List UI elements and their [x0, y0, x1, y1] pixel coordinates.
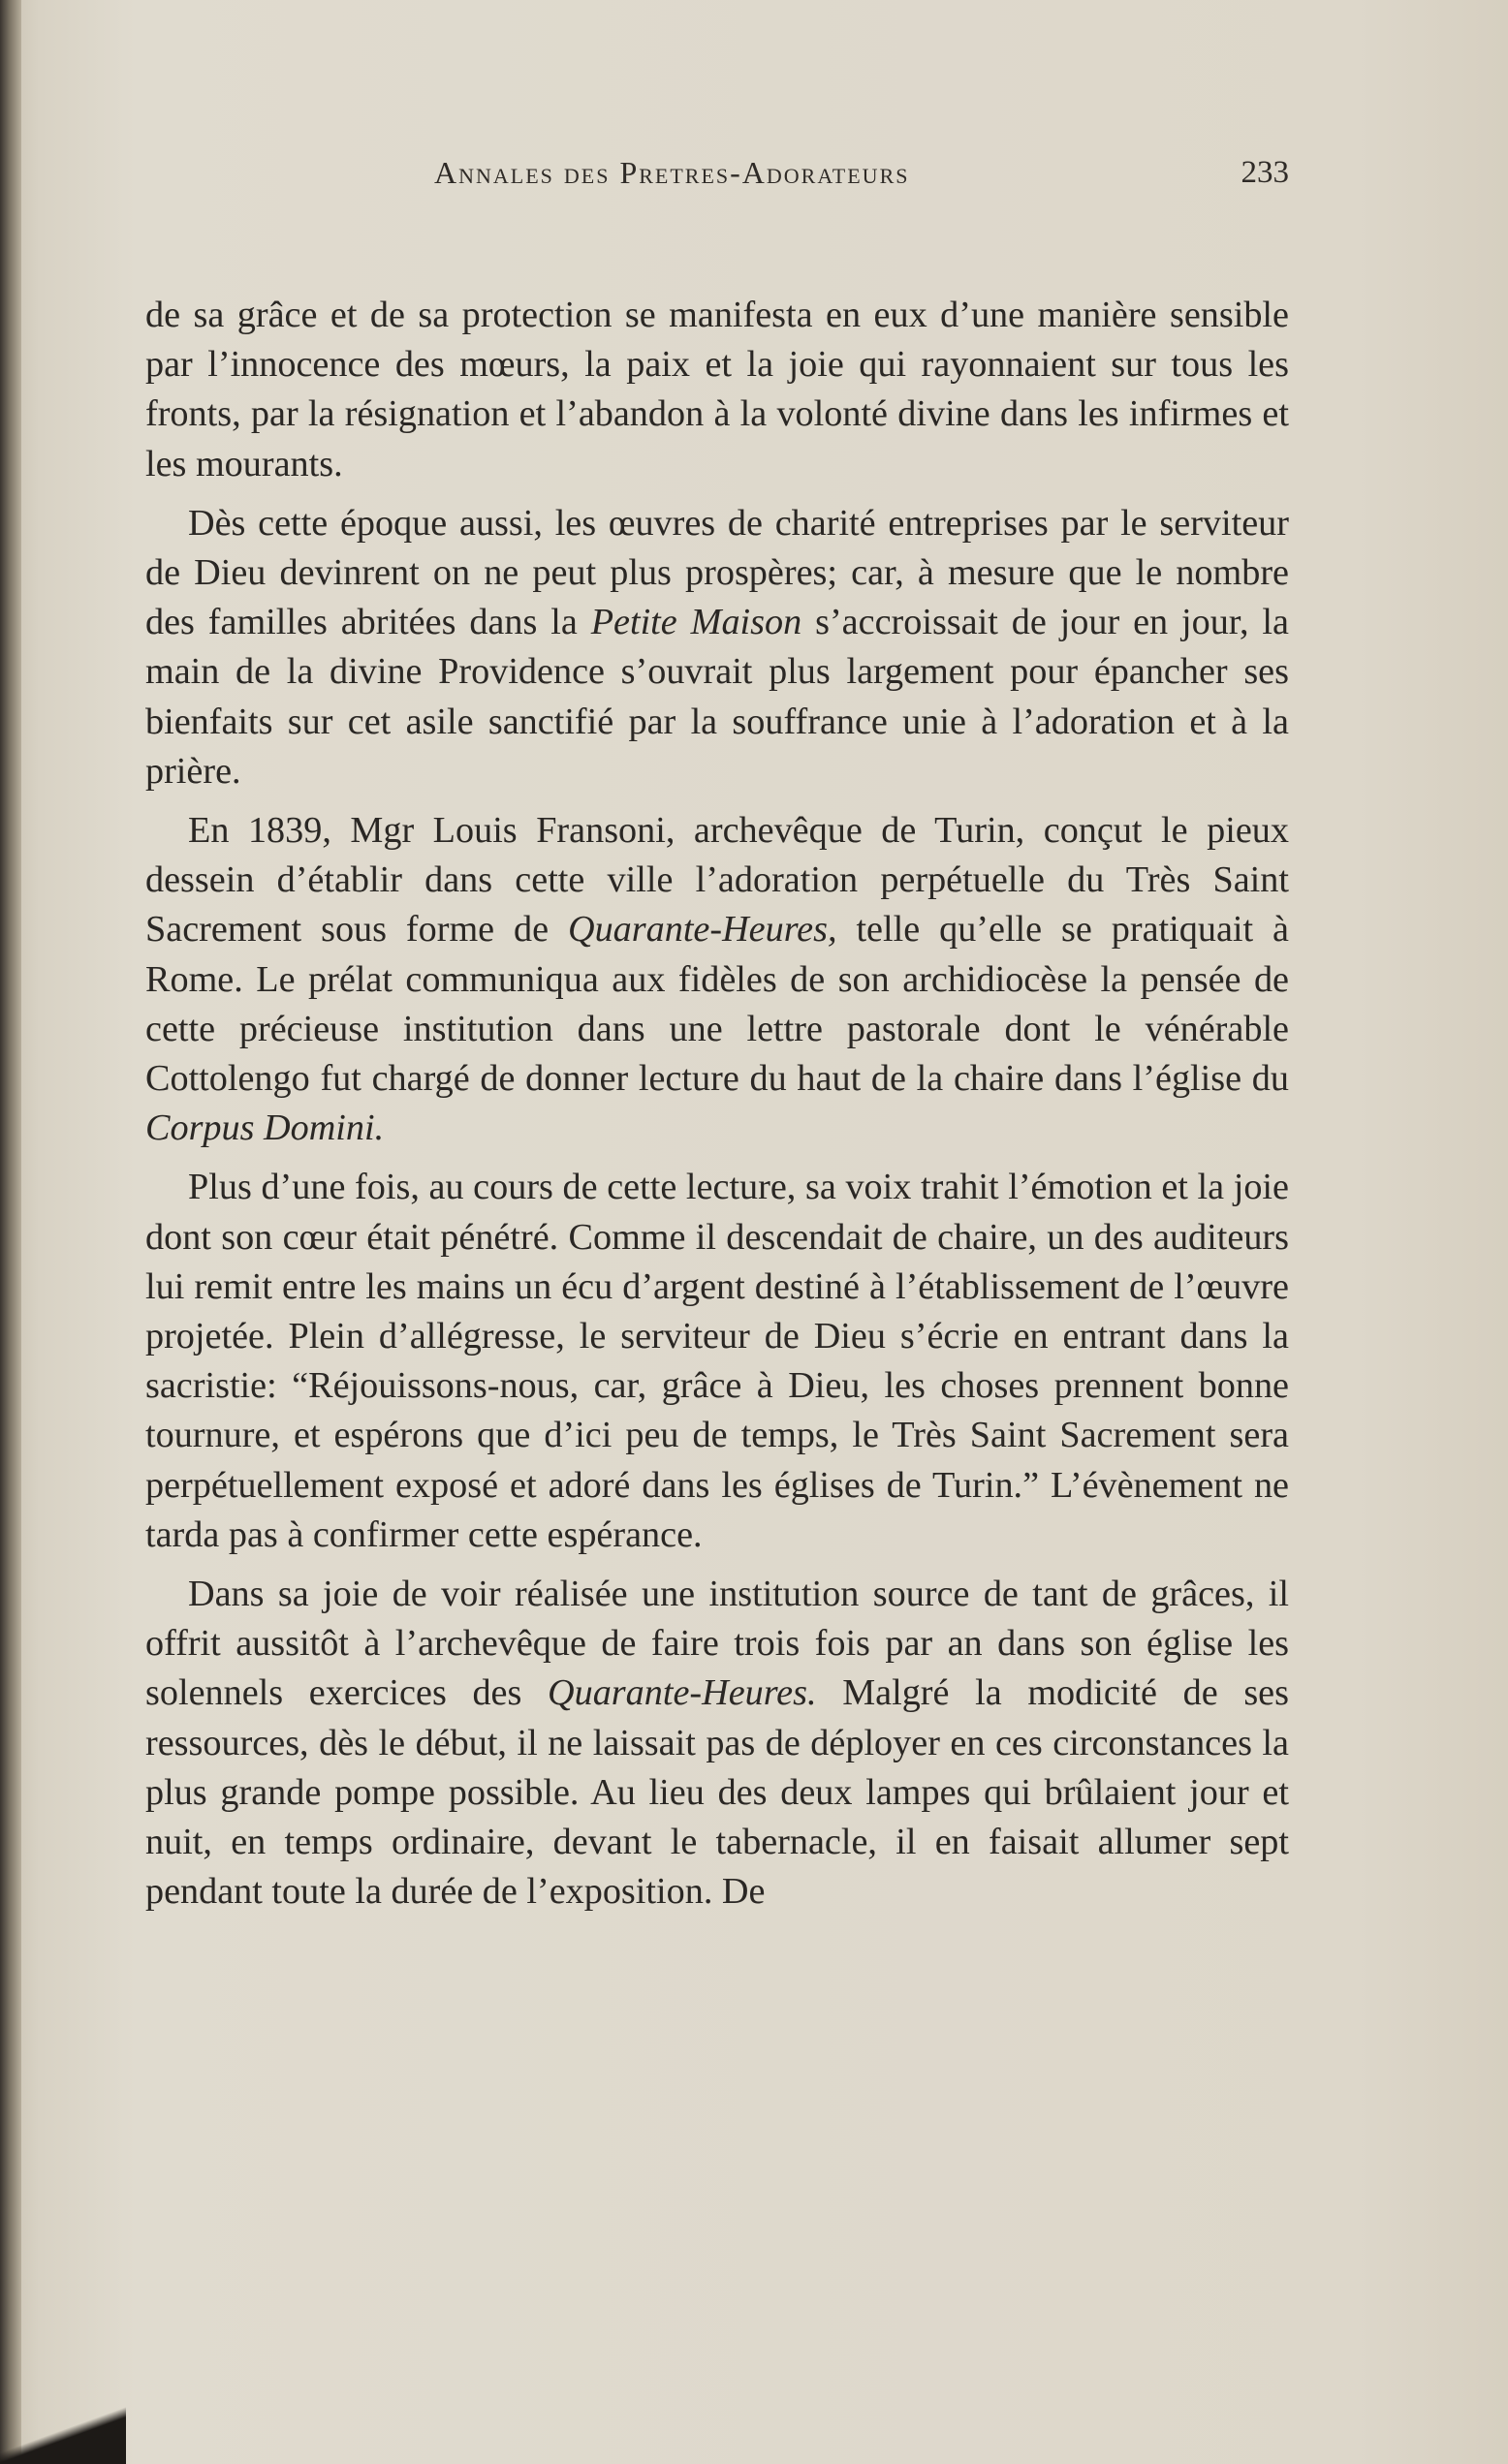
- italic-petite-maison: Petite Maison: [590, 602, 802, 643]
- page-corner-shadow: [0, 2406, 126, 2464]
- body-text: [145, 291, 1289, 1927]
- paragraph-5-text-b: Malgré la modicité de ses ressources, dès le début, il ne laissait pas de déployer en ces circonstances la plus grande pompe possible. Au lieu des deux lampes qui brûlaient jour et nuit, en temps ordinaire, devant le tabernacle, il en faisait allumer sept pendant toute la durée de l’exposition. De: [145, 1672, 1289, 1913]
- paragraph-3-text-b: telle qu’elle se pratiquait à Rome. Le prélat communiqua aux fidèles de son archidiocèse la pensée de cette précieuse institution dans une lettre pastorale dont le vénérable Cottolengo fut chargé de donner lecture du haut de la chaire dans l’église du: [145, 909, 1289, 1100]
- paragraph-2: [145, 499, 1289, 796]
- paragraph-2-text-a: Dès cette époque aussi, les œuvres de charité entreprises par le serviteur de Dieu devinrent on ne peut plus prospères; car, à mesure que le nombre des familles abritées dans la: [145, 502, 1289, 643]
- paragraph-4-text: Plus d’une fois, au cours de cette lecture, sa voix trahit l’émotion et la joie dont son cœur était pénétré. Comme il descendait de chaire, un des auditeurs lui remit entre les mains un écu d’argent destiné à l’établissement de l’œuvre projetée. Plein d’allégresse, le serviteur de Dieu s’écrie en entrant dans la sacristie: “Réjouissons-nous, car, grâce à Dieu, les choses prennent bonne tournure, et espérons que d’ici peu de temps, le Très Saint Sacrement sera perpétuellement exposé et adoré dans les églises de Turin.” L’évènement ne tarda pas à confirmer cette espérance.: [145, 1167, 1289, 1555]
- paragraph-1-text: de sa grâce et de sa protection se manifesta en eux d’une manière sensible par l’innocence des mœurs, la paix et la joie qui rayonnaient sur tous les fronts, par la résignation et l’abandon à la volonté divine dans les infirmes et les mourants.: [145, 295, 1289, 484]
- italic-corpus-domini: Corpus Domini.: [145, 1107, 385, 1149]
- page-number: 233: [1241, 155, 1289, 190]
- paragraph-3-text-a: En 1839, Mgr Louis Fransoni, archevêque de Turin, conçut le pieux dessein d’établir dans cette ville l’adoration perpétuelle du Très Saint Sacrement sous forme de: [145, 810, 1289, 951]
- running-title: Annales des Pretres-Adorateurs: [434, 155, 910, 190]
- paragraph-3: [145, 806, 1289, 1153]
- italic-quarante-heures: Quarante-Heures,: [568, 909, 837, 951]
- italic-quarante-heures-2: Quarante-Heures.: [548, 1672, 817, 1714]
- page-header: [155, 155, 1299, 203]
- paragraph-4: [145, 1163, 1289, 1560]
- paragraph-5-text-a: Dans sa joie de voir réalisée une institution source de tant de grâces, il offrit aussitôt à l’archevêque de faire trois fois par an dans son église les solennels exercices des: [145, 1574, 1289, 1714]
- paragraph-5: [145, 1570, 1289, 1917]
- book-binding-edge: [0, 0, 21, 2464]
- paragraph-2-text-b: s’accroissait de jour en jour, la main de la divine Providence s’ouvrait plus largement pour épancher ses bienfaits sur cet asile sanctifié par la souffrance unie à l’adoration et à la prière.: [145, 602, 1289, 792]
- paragraph-1: [145, 291, 1289, 489]
